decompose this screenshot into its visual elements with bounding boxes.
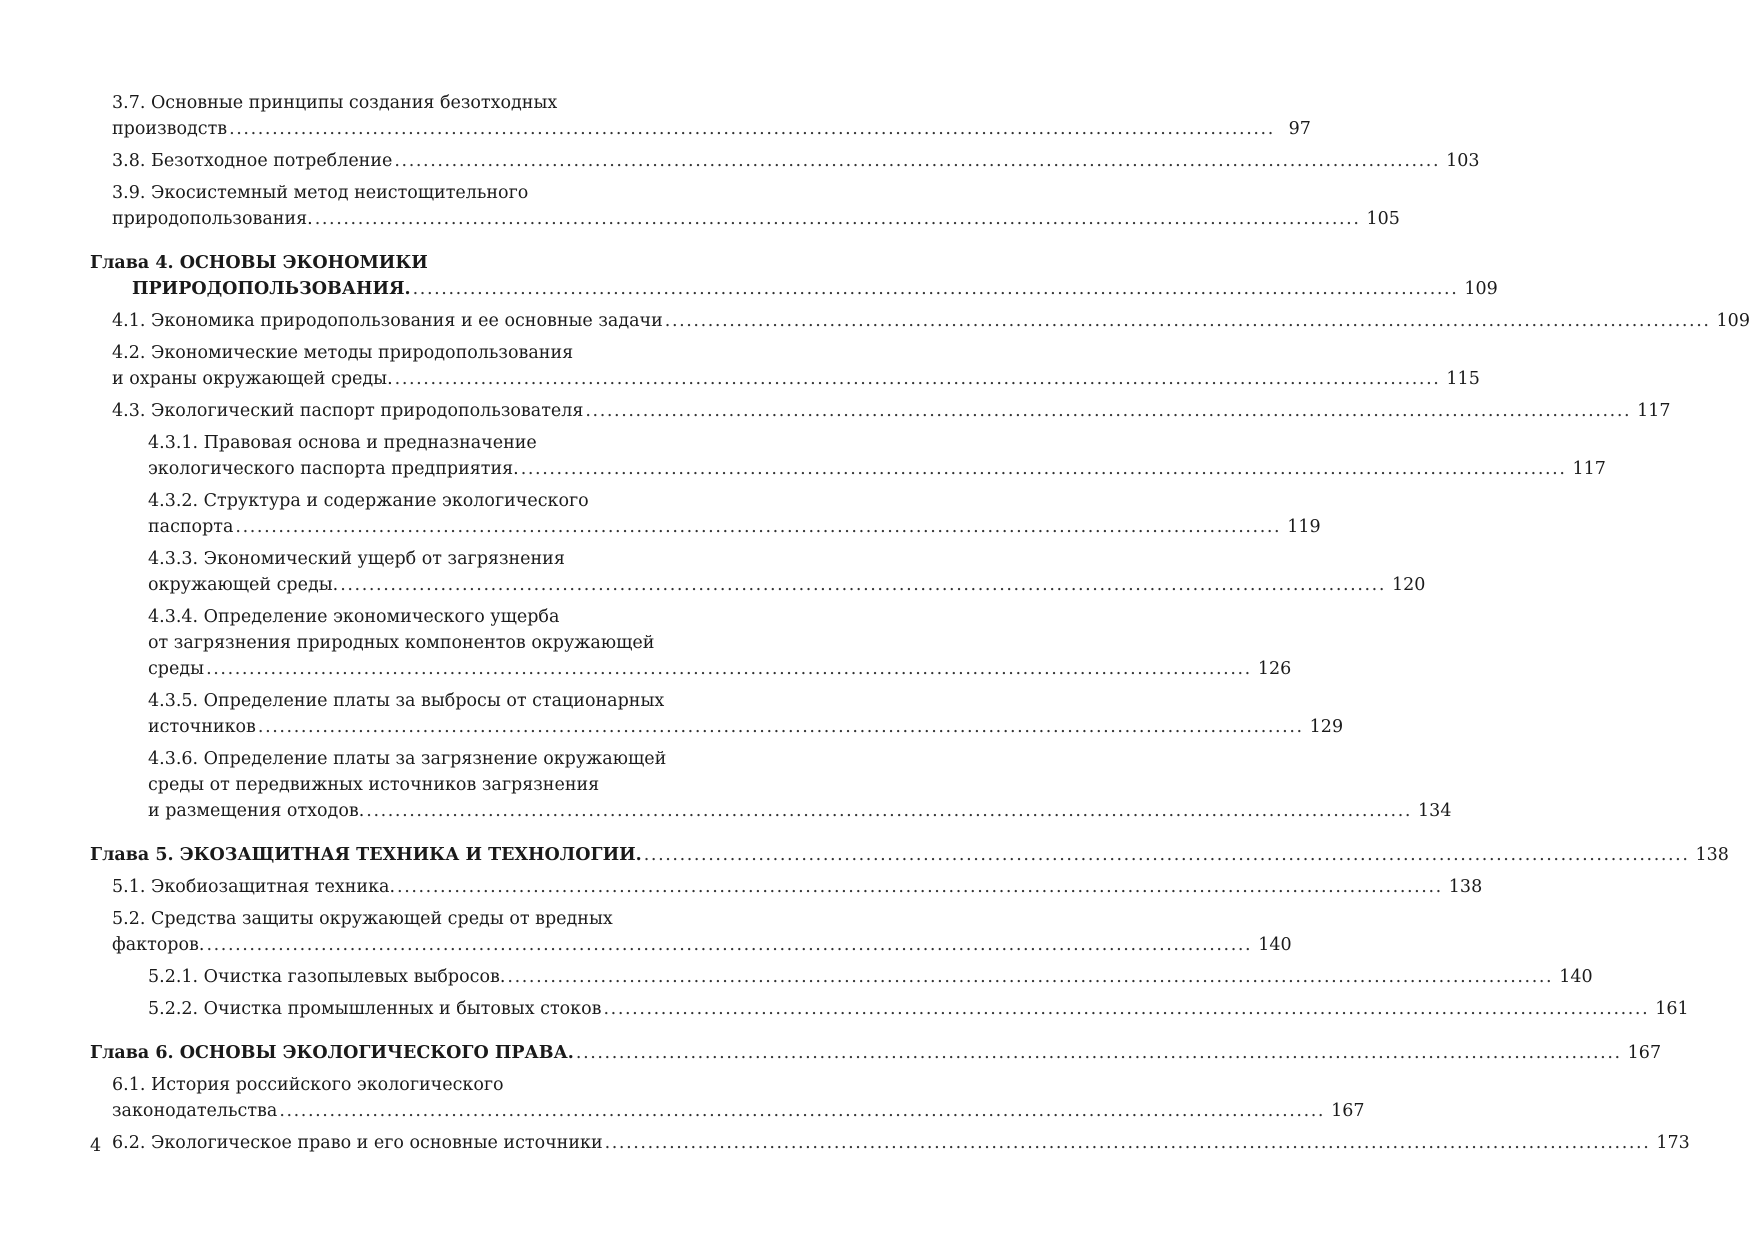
toc-line-text: законодательства — [112, 1101, 278, 1121]
toc-chapter[interactable] — [90, 250, 1498, 302]
dot-leader: .................................................................................................................................................. — [257, 717, 1304, 737]
toc-line — [90, 250, 828, 276]
toc-line — [112, 340, 828, 366]
toc-line-text: 6.1. История российского экологического — [112, 1075, 504, 1095]
dot-leader: .................................................................................................................................................. — [664, 311, 1711, 331]
toc-page-number: 105 — [1366, 209, 1400, 229]
toc-line — [148, 656, 1292, 682]
toc-section[interactable] — [112, 90, 1311, 142]
toc-line-text: 4.3.3. Экономический ущерб от загрязнения — [148, 549, 565, 569]
toc-line — [112, 874, 1483, 900]
toc-page-number: 173 — [1656, 1133, 1690, 1153]
toc-line — [148, 798, 1452, 824]
toc-line — [148, 546, 828, 572]
dot-leader: .................................................................................................................................................. — [643, 845, 1690, 865]
dot-leader: .................................................................................................................................................. — [279, 1101, 1326, 1121]
dot-leader: .................................................................................................................................................. — [235, 517, 1282, 537]
toc-line — [148, 430, 828, 456]
toc-section[interactable] — [112, 874, 1483, 900]
toc-line-text: 3.8. Безотходное потребление — [112, 151, 393, 171]
toc-line-text: 3.7. Основные принципы создания безотходных — [112, 93, 558, 113]
toc-section[interactable] — [112, 398, 1671, 424]
toc-section[interactable] — [112, 1072, 1365, 1124]
toc-subsection[interactable] — [148, 546, 1426, 598]
toc-line — [90, 276, 1498, 302]
toc-subsection[interactable] — [148, 688, 1344, 740]
toc-subsection[interactable] — [148, 430, 1606, 482]
toc-page-number: 140 — [1258, 935, 1292, 955]
toc-line-text: 4.3.5. Определение платы за выбросы от стационарных — [148, 691, 665, 711]
toc-page-number: 134 — [1418, 801, 1452, 821]
dot-leader: .................................................................................................................................................. — [507, 967, 1554, 987]
toc-line — [148, 604, 828, 630]
toc-line-text: природопользования. — [112, 209, 313, 229]
toc-line — [148, 996, 1689, 1022]
toc-page-number: 167 — [1331, 1101, 1365, 1121]
toc-section[interactable] — [112, 340, 1480, 392]
toc-line — [112, 1072, 828, 1098]
toc-page-number: 117 — [1572, 459, 1606, 479]
toc-line-text: экологического паспорта предприятия. — [148, 459, 519, 479]
toc-line — [148, 714, 1344, 740]
toc-line — [148, 456, 1606, 482]
page-number: 4 — [90, 1136, 102, 1156]
toc-page-number: 167 — [1627, 1043, 1662, 1063]
toc-line — [112, 148, 1480, 174]
toc-page-number: 97 — [1288, 119, 1311, 139]
toc-line-text: окружающей среды. — [148, 575, 339, 595]
toc-page-number: 161 — [1655, 999, 1689, 1019]
toc-line — [112, 90, 828, 116]
toc-line — [148, 514, 1321, 540]
toc-line-text: 5.2.1. Очистка газопылевых выбросов. — [148, 967, 506, 987]
toc-line — [148, 772, 828, 798]
toc-section[interactable] — [112, 308, 1750, 334]
toc-line — [148, 746, 828, 772]
toc-line-text: 4.3.6. Определение платы за загрязнение окружающей — [148, 749, 667, 769]
toc-page-number: 120 — [1391, 575, 1426, 595]
dot-leader: .................................................................................................................................................. — [412, 279, 1459, 299]
toc-subsection[interactable] — [148, 996, 1689, 1022]
toc-line — [148, 572, 1426, 598]
toc-line — [112, 308, 1750, 334]
toc-line-text: Глава 6. ОСНОВЫ ЭКОЛОГИЧЕСКОГО ПРАВА. — [90, 1043, 574, 1063]
toc-line — [112, 116, 1311, 142]
toc-line-text: 5.2. Средства защиты окружающей среды от вредных — [112, 909, 613, 929]
toc-line-text: 5.1. Экобиозащитная техника. — [112, 877, 396, 897]
toc-section[interactable] — [112, 1130, 1690, 1156]
toc-line-text: среды от передвижных источников загрязнения — [148, 775, 600, 795]
dot-leader: .................................................................................................................................................. — [585, 401, 1632, 421]
toc-line-text: 3.9. Экосистемный метод неистощительного — [112, 183, 529, 203]
dot-leader: .................................................................................................................................................. — [314, 209, 1361, 229]
toc-page-number: 140 — [1559, 967, 1593, 987]
toc-line-text: источников — [148, 717, 256, 737]
toc-line — [90, 842, 1729, 868]
toc-line-text: 6.2. Экологическое право и его основные источники — [112, 1133, 603, 1153]
toc-line-text: 4.2. Экономические методы природопользования — [112, 343, 574, 363]
toc-page-number: 109 — [1716, 311, 1750, 331]
toc-line-text: 5.2.2. Очистка промышленных и бытовых стоков — [148, 999, 602, 1019]
entry-gap — [0, 1022, 828, 1040]
table-of-contents — [0, 90, 1750, 1156]
toc-line — [112, 932, 1292, 958]
dot-leader: .................................................................................................................................................. — [206, 659, 1252, 679]
toc-page-number: 117 — [1637, 401, 1671, 421]
toc-line-text: Глава 4. ОСНОВЫ ЭКОНОМИКИ — [90, 253, 428, 273]
toc-page-number: 115 — [1446, 369, 1480, 389]
toc-line-text: 4.3.2. Структура и содержание экологического — [148, 491, 589, 511]
dot-leader: .................................................................................................................................................. — [206, 935, 1253, 955]
toc-line — [112, 1130, 1690, 1156]
toc-chapter[interactable] — [90, 1040, 1662, 1066]
toc-page-number: 103 — [1446, 151, 1480, 171]
dot-leader: .................................................................................................................................................. — [520, 459, 1567, 479]
toc-subsection[interactable] — [148, 746, 1452, 824]
toc-chapter[interactable] — [90, 842, 1729, 868]
dot-leader: .................................................................................................................................................. — [229, 119, 1275, 139]
entry-gap — [0, 232, 828, 250]
dot-leader: .................................................................................................................................................. — [575, 1043, 1622, 1063]
toc-line — [112, 366, 1480, 392]
toc-line-text: 4.3. Экологический паспорт природопользователя — [112, 401, 584, 421]
dot-leader: .................................................................................................................................................. — [394, 151, 1441, 171]
toc-line-text: производств — [112, 119, 228, 139]
toc-line-text: и охраны окружающей среды. — [112, 369, 393, 389]
dot-leader: .................................................................................................................................................. — [394, 369, 1441, 389]
toc-line-text: 4.3.4. Определение экономического ущерба — [148, 607, 560, 627]
toc-subsection[interactable] — [148, 604, 1292, 682]
toc-line — [148, 688, 828, 714]
dot-leader: .................................................................................................................................................. — [397, 877, 1443, 897]
toc-line — [148, 488, 828, 514]
toc-section[interactable] — [112, 180, 1400, 232]
toc-line — [112, 1098, 1365, 1124]
dot-leader: .................................................................................................................................................. — [340, 575, 1386, 595]
toc-line — [112, 180, 828, 206]
toc-line-text: Глава 5. ЭКОЗАЩИТНАЯ ТЕХНИКА И ТЕХНОЛОГИИ. — [90, 845, 642, 865]
toc-line-text: 4.3.1. Правовая основа и предназначение — [148, 433, 537, 453]
dot-leader: .................................................................................................................................................. — [603, 999, 1650, 1019]
toc-page-number: 119 — [1287, 517, 1321, 537]
toc-line-text: среды — [148, 659, 205, 679]
toc-page-number: 138 — [1695, 845, 1729, 865]
toc-page-number: 129 — [1309, 717, 1344, 737]
toc-page-number: 126 — [1257, 659, 1292, 679]
toc-line — [112, 206, 1400, 232]
toc-line — [90, 1040, 1662, 1066]
toc-section[interactable] — [112, 148, 1480, 174]
toc-line — [112, 906, 828, 932]
dot-leader: .................................................................................................................................................. — [366, 801, 1413, 821]
toc-page-number: 109 — [1464, 279, 1498, 299]
toc-line-text: ПРИРОДОПОЛЬЗОВАНИЯ. — [132, 279, 411, 299]
entry-gap — [0, 824, 828, 842]
toc-line-text: факторов. — [112, 935, 205, 955]
toc-line — [148, 964, 1593, 990]
toc-line-text: от загрязнения природных компонентов окружающей — [148, 633, 655, 653]
toc-line-text: паспорта — [148, 517, 234, 537]
toc-line — [112, 398, 1671, 424]
toc-subsection[interactable] — [148, 488, 1321, 540]
toc-subsection[interactable] — [148, 964, 1593, 990]
dot-leader: .................................................................................................................................................. — [604, 1133, 1651, 1153]
toc-page-number: 138 — [1448, 877, 1483, 897]
toc-line-text: 4.1. Экономика природопользования и ее основные задачи — [112, 311, 663, 331]
toc-line — [148, 630, 828, 656]
toc-section[interactable] — [112, 906, 1292, 958]
toc-line-text: и размещения отходов. — [148, 801, 365, 821]
